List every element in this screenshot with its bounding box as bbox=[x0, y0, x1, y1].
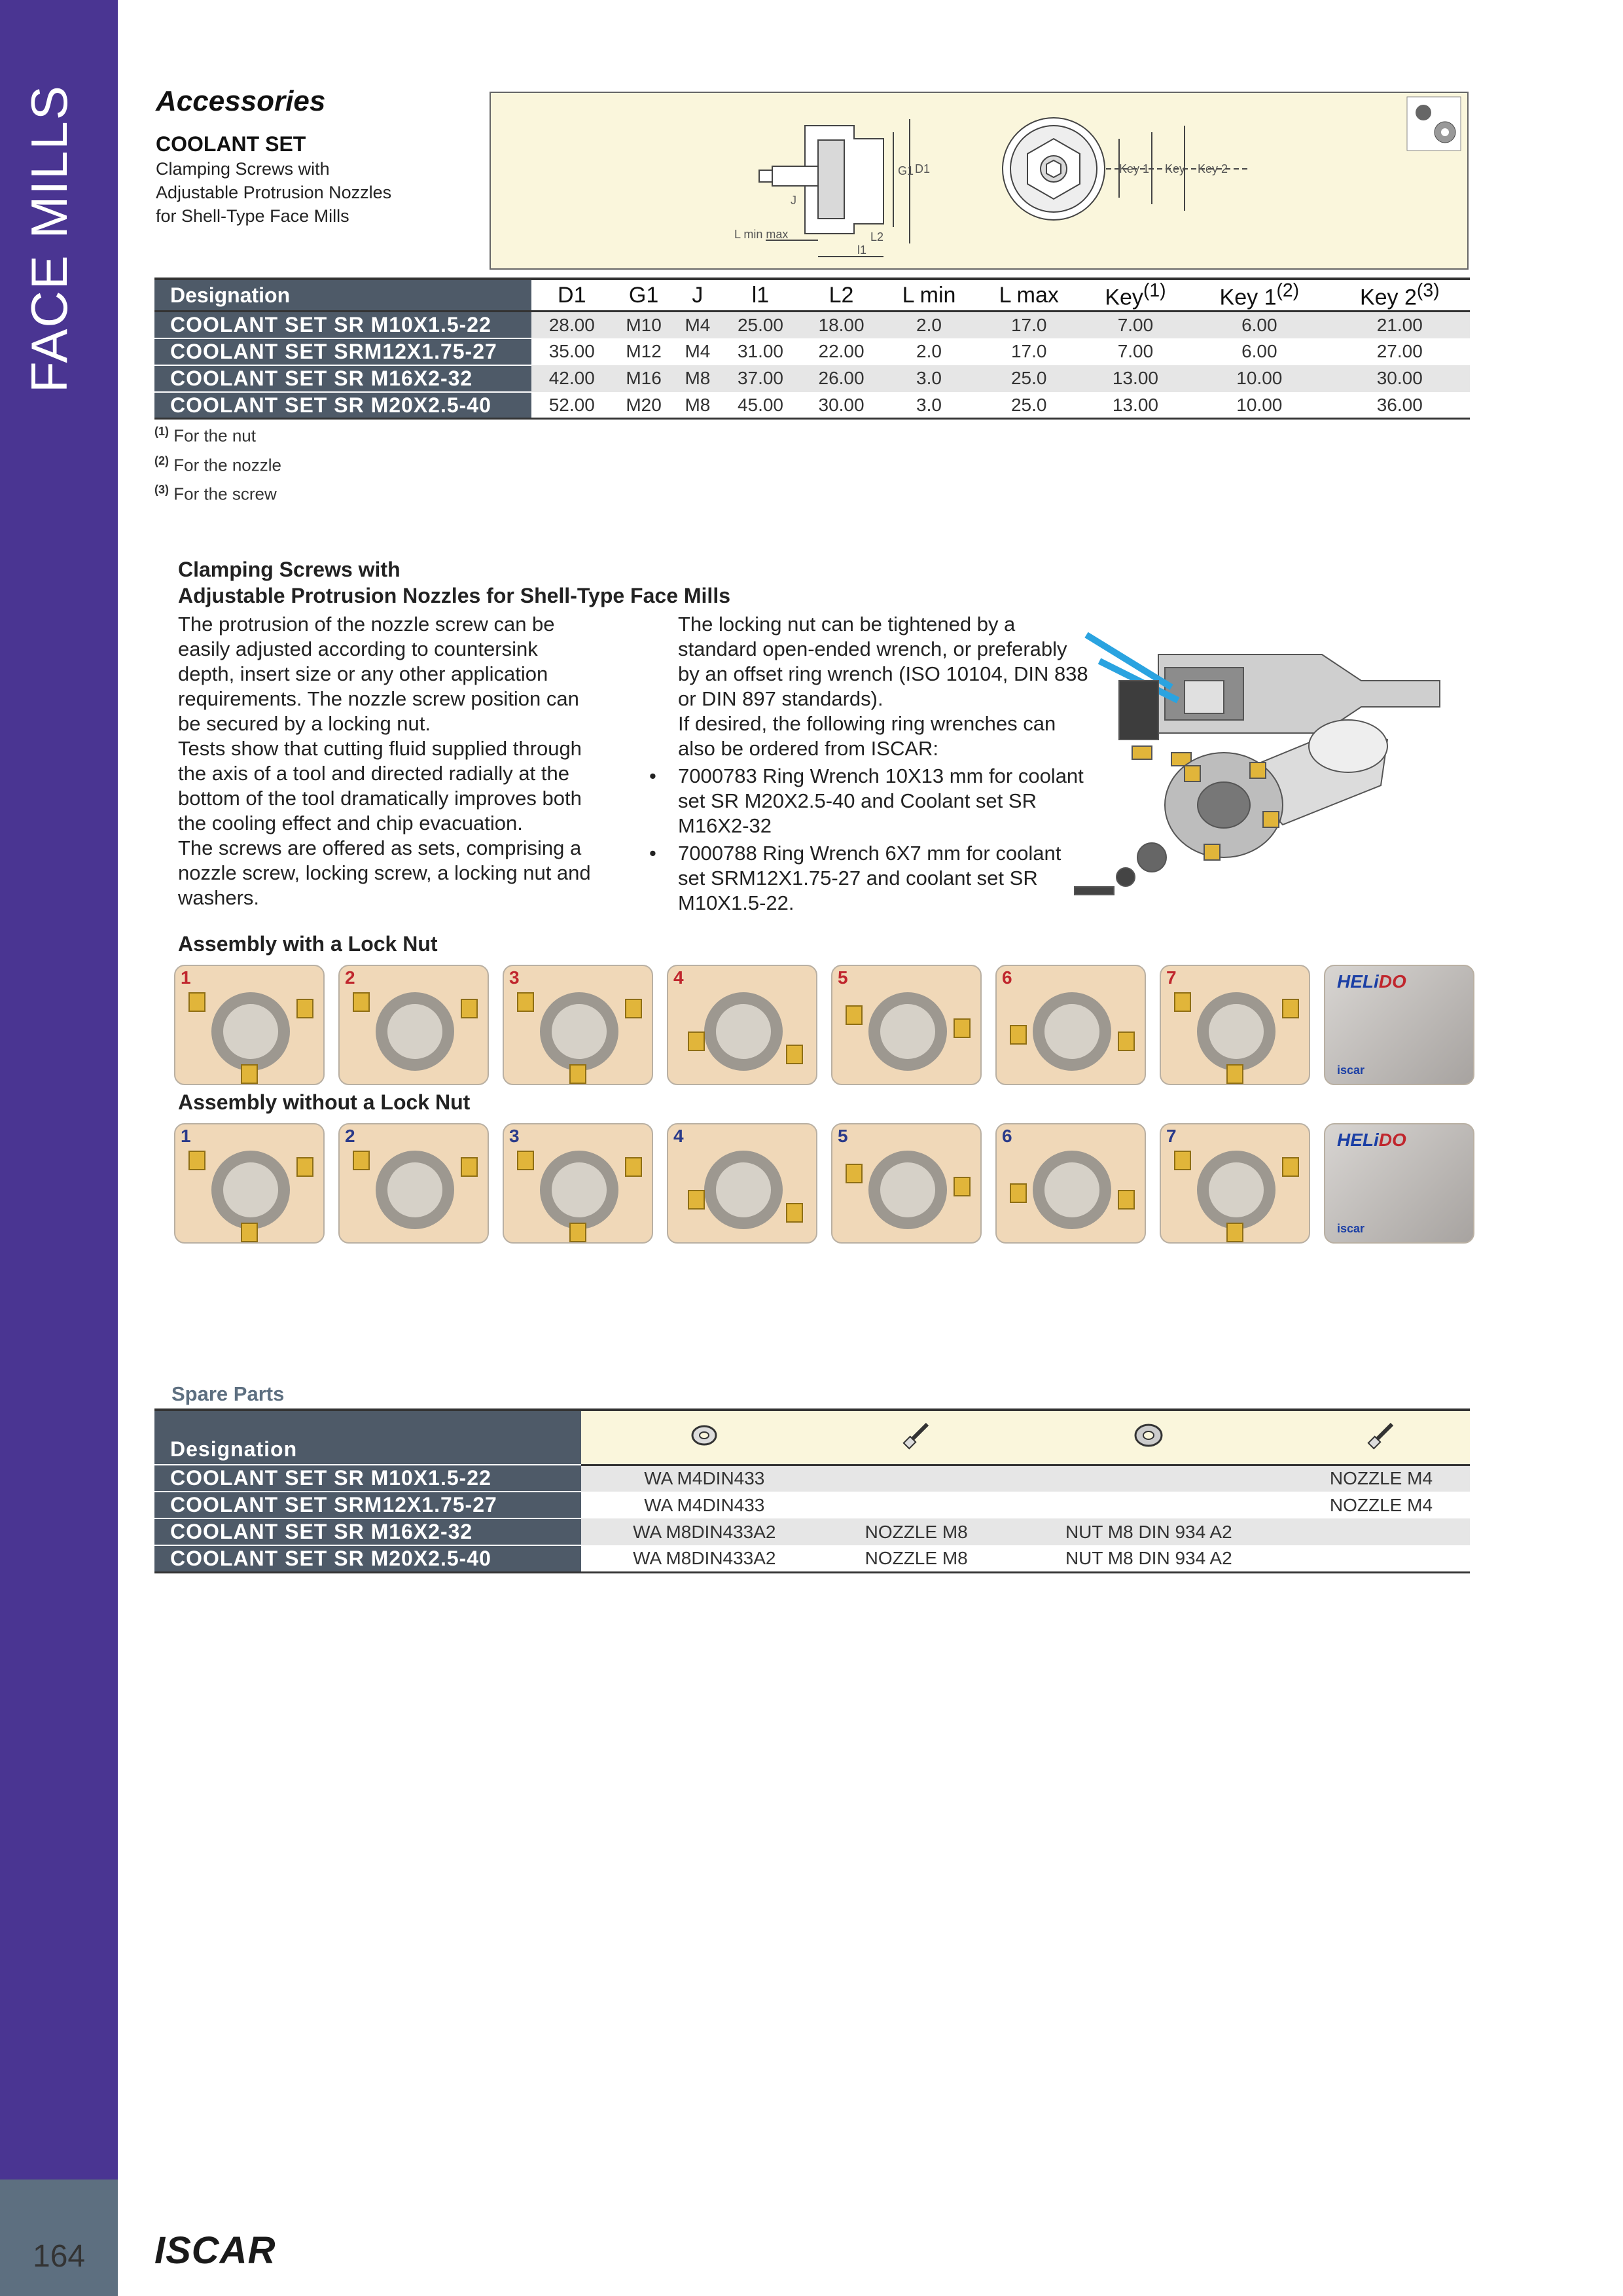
row-designation: COOLANT SET SR M16X2-32 bbox=[154, 365, 531, 392]
step-number: 5 bbox=[838, 1126, 848, 1146]
body-title-line: Adjustable Protrusion Nozzles for Shell-Type Face Mills bbox=[178, 584, 730, 607]
step-number: 1 bbox=[181, 1126, 191, 1146]
cell-l1: 25.00 bbox=[720, 312, 801, 338]
cell-l2: 30.00 bbox=[801, 392, 882, 419]
cell-screw bbox=[828, 1492, 1005, 1518]
text-line: the axis of a tool and directed radially at the bbox=[178, 762, 569, 785]
diagram-label-l2: L2 bbox=[870, 230, 884, 243]
text-line: be secured by a locking nut. bbox=[178, 712, 431, 735]
cell-key-screw: 27.00 bbox=[1330, 338, 1470, 365]
row-designation: COOLANT SET SRM12X1.75-27 bbox=[154, 1492, 581, 1518]
helido-logo-image bbox=[1324, 965, 1474, 1085]
cell-nozzle: NOZZLE M4 bbox=[1293, 1465, 1470, 1492]
cell-l2: 22.00 bbox=[801, 338, 882, 365]
assembly-step-image bbox=[338, 965, 489, 1085]
assembly-step-image bbox=[503, 965, 653, 1085]
assembly-step-image bbox=[995, 965, 1146, 1085]
nozzle-screw-icon bbox=[828, 1410, 1005, 1465]
row-designation: COOLANT SET SRM12X1.75-27 bbox=[154, 338, 531, 365]
text-line: or DIN 897 standards). bbox=[678, 687, 883, 710]
diagram-label-lminmax: L min max bbox=[734, 228, 789, 241]
assembly-step-image bbox=[831, 1123, 982, 1244]
cell-nut bbox=[1005, 1465, 1293, 1492]
cell-lmax: 25.0 bbox=[976, 392, 1082, 419]
cell-j: M8 bbox=[675, 392, 721, 419]
assembly-without-nut-label: Assembly without a Lock Nut bbox=[178, 1090, 471, 1114]
col-l2: L2 bbox=[801, 279, 882, 312]
nut-icon bbox=[1005, 1410, 1293, 1465]
cell-d1: 28.00 bbox=[531, 312, 613, 338]
footnote: $^{(2)}$ For the nozzle bbox=[154, 454, 281, 475]
step-number: 6 bbox=[1002, 1126, 1012, 1146]
helido-logo-image bbox=[1324, 1123, 1474, 1244]
assembly-step-image bbox=[174, 1123, 325, 1244]
cell-lmin: 2.0 bbox=[882, 338, 976, 365]
cell-washer: WA M8DIN433A2 bbox=[581, 1545, 828, 1572]
cell-screw bbox=[828, 1465, 1005, 1492]
diagram-label-j: J bbox=[791, 194, 796, 207]
nozzle-icon bbox=[1293, 1410, 1470, 1465]
assembly-step-image bbox=[174, 965, 325, 1085]
col-g1: G1 bbox=[613, 279, 675, 312]
washer-icon bbox=[581, 1410, 828, 1465]
diagram-label-key: Key bbox=[1165, 162, 1186, 175]
step-number: 7 bbox=[1166, 967, 1177, 988]
cell-washer: WA M8DIN433A2 bbox=[581, 1518, 828, 1545]
list-item: • 7000788 Ring Wrench 6X7 mm for coolant set SRM12X1.75-27 and coolant set SR M10X1.5-22. bbox=[678, 841, 1123, 916]
step-number: 4 bbox=[673, 1126, 684, 1146]
cell-nozzle bbox=[1293, 1545, 1470, 1572]
cell-key-screw: 36.00 bbox=[1330, 392, 1470, 419]
step-number: 6 bbox=[1002, 967, 1012, 988]
cell-j: M4 bbox=[675, 312, 721, 338]
footnote: $^{(1)}$ For the nut bbox=[154, 425, 256, 446]
cell-nut: NUT M8 DIN 934 A2 bbox=[1005, 1545, 1293, 1572]
spec-table-header-row bbox=[154, 279, 1470, 312]
cell-screw: NOZZLE M8 bbox=[828, 1545, 1005, 1572]
cell-key-nozzle: 6.00 bbox=[1189, 312, 1329, 338]
col-designation: Designation bbox=[154, 1410, 581, 1465]
assembly-step-image bbox=[995, 1123, 1146, 1244]
cell-key-nut: 7.00 bbox=[1082, 338, 1189, 365]
cell-l1: 31.00 bbox=[720, 338, 801, 365]
table-row bbox=[154, 1465, 1470, 1492]
row-designation: COOLANT SET SR M20X2.5-40 bbox=[154, 392, 531, 419]
helido-logo: HELiDO bbox=[1337, 971, 1406, 992]
product-thumbnail bbox=[1407, 97, 1461, 151]
cell-lmax: 25.0 bbox=[976, 365, 1082, 392]
side-band-title: FACE MILLS bbox=[20, 84, 78, 393]
text-line: washers. bbox=[178, 886, 260, 909]
row-designation: COOLANT SET SR M10X1.5-22 bbox=[154, 1465, 581, 1492]
step-number: 1 bbox=[181, 967, 191, 988]
step-number: 7 bbox=[1166, 1126, 1177, 1146]
step-number: 2 bbox=[345, 967, 355, 988]
assembly-step-image bbox=[1160, 965, 1310, 1085]
cell-d1: 52.00 bbox=[531, 392, 613, 419]
assembly-step-image bbox=[667, 1123, 817, 1244]
table-row bbox=[154, 365, 1470, 392]
cell-d1: 42.00 bbox=[531, 365, 613, 392]
list-item: • 7000783 Ring Wrench 10X13 mm for coolant set SR M20X2.5-40 and Coolant set SR M16X2-32 bbox=[678, 764, 1123, 838]
tool-illustration bbox=[1073, 628, 1479, 936]
body-title bbox=[178, 556, 730, 609]
product-desc-line: Clamping Screws with bbox=[156, 159, 330, 179]
diagram-label-key2: Key 2 bbox=[1198, 162, 1228, 175]
page-number: 164 bbox=[33, 2239, 86, 2274]
col-d1: D1 bbox=[531, 279, 613, 312]
cell-lmax: 17.0 bbox=[976, 312, 1082, 338]
footnote: $^{(3)}$ For the screw bbox=[154, 483, 277, 504]
cell-key-nozzle: 10.00 bbox=[1189, 365, 1329, 392]
text-line: by an offset ring wrench (ISO 10104, DIN 838 bbox=[678, 662, 1088, 685]
cell-l2: 26.00 bbox=[801, 365, 882, 392]
cell-screw: NOZZLE M8 bbox=[828, 1518, 1005, 1545]
step-number: 3 bbox=[509, 1126, 520, 1146]
assembly-step-image bbox=[831, 965, 982, 1085]
text-line: Tests show that cutting fluid supplied through bbox=[178, 737, 582, 760]
cell-g1: M16 bbox=[613, 365, 675, 392]
cell-g1: M20 bbox=[613, 392, 675, 419]
table-row bbox=[154, 1545, 1470, 1572]
diagram-label-key1: Key 1 bbox=[1119, 162, 1150, 175]
wrench-list bbox=[678, 764, 1123, 916]
cell-d1: 35.00 bbox=[531, 338, 613, 365]
col-lmax: L max bbox=[976, 279, 1082, 312]
table-row bbox=[154, 312, 1470, 338]
step-number: 3 bbox=[509, 967, 520, 988]
assembly-step-image bbox=[667, 965, 817, 1085]
table-row bbox=[154, 392, 1470, 419]
row-designation: COOLANT SET SR M16X2-32 bbox=[154, 1518, 581, 1545]
step-number: 4 bbox=[673, 967, 684, 988]
table-row bbox=[154, 1492, 1470, 1518]
cell-washer: WA M4DIN433 bbox=[581, 1465, 828, 1492]
cell-key-screw: 30.00 bbox=[1330, 365, 1470, 392]
col-key-screw: Key 2$^{(3)}$ bbox=[1330, 279, 1470, 312]
section-title: Accessories bbox=[156, 85, 326, 117]
cell-lmin: 3.0 bbox=[882, 392, 976, 419]
product-title: COOLANT SET bbox=[156, 132, 306, 156]
cell-washer: WA M4DIN433 bbox=[581, 1492, 828, 1518]
text-line: standard open-ended wrench, or preferably bbox=[678, 637, 1067, 660]
cell-key-nozzle: 10.00 bbox=[1189, 392, 1329, 419]
side-band bbox=[0, 0, 118, 2179]
body-left-column bbox=[178, 612, 636, 910]
col-designation: Designation bbox=[154, 279, 531, 312]
cell-nozzle: NOZZLE M4 bbox=[1293, 1492, 1470, 1518]
cell-key-nut: 13.00 bbox=[1082, 365, 1189, 392]
cell-key-nozzle: 6.00 bbox=[1189, 338, 1329, 365]
spare-parts-label: Spare Parts bbox=[171, 1382, 285, 1405]
cell-key-nut: 13.00 bbox=[1082, 392, 1189, 419]
assembly-step-image bbox=[503, 1123, 653, 1244]
diagram-label-l1: l1 bbox=[857, 243, 867, 257]
iscar-logo: iscar bbox=[1337, 1064, 1365, 1077]
cell-lmax: 17.0 bbox=[976, 338, 1082, 365]
row-designation: COOLANT SET SR M20X2.5-40 bbox=[154, 1545, 581, 1572]
product-desc-line: for Shell-Type Face Mills bbox=[156, 206, 349, 226]
step-number: 5 bbox=[838, 967, 848, 988]
col-lmin: L min bbox=[882, 279, 976, 312]
page-number-box bbox=[0, 2179, 118, 2296]
cell-lmin: 3.0 bbox=[882, 365, 976, 392]
spare-parts-header-row bbox=[154, 1410, 1470, 1465]
cell-lmin: 2.0 bbox=[882, 312, 976, 338]
footnotes bbox=[154, 419, 281, 507]
cell-key-nut: 7.00 bbox=[1082, 312, 1189, 338]
text-line: bottom of the tool dramatically improves both bbox=[178, 787, 582, 810]
cell-g1: M12 bbox=[613, 338, 675, 365]
technical-diagram bbox=[490, 92, 1469, 270]
spare-parts-table bbox=[154, 1408, 1470, 1573]
text-line: the cooling effect and chip evacuation. bbox=[178, 812, 523, 834]
diagram-drawing bbox=[491, 93, 1467, 268]
cell-nut: NUT M8 DIN 934 A2 bbox=[1005, 1518, 1293, 1545]
col-j: J bbox=[675, 279, 721, 312]
diagram-label-g1: G1 bbox=[898, 164, 914, 177]
helido-logo: HELiDO bbox=[1337, 1130, 1406, 1150]
table-row bbox=[154, 1518, 1470, 1545]
cell-l2: 18.00 bbox=[801, 312, 882, 338]
text-line: The protrusion of the nozzle screw can be bbox=[178, 613, 555, 636]
col-key-nozzle: Key 1$^{(2)}$ bbox=[1189, 279, 1329, 312]
iscar-logo: iscar bbox=[1337, 1222, 1365, 1235]
text-line: nozzle screw, locking screw, a locking nut and bbox=[178, 861, 591, 884]
body-right-column bbox=[678, 612, 1123, 916]
text-line: The locking nut can be tightened by a bbox=[678, 613, 1016, 636]
diagram-label-d1: D1 bbox=[915, 162, 931, 175]
cell-l1: 45.00 bbox=[720, 392, 801, 419]
assembly-with-nut-label: Assembly with a Lock Nut bbox=[178, 932, 438, 956]
brand-logo: ISCAR bbox=[154, 2229, 276, 2272]
text-line: If desired, the following ring wrenches can bbox=[678, 712, 1056, 735]
row-designation: COOLANT SET SR M10X1.5-22 bbox=[154, 312, 531, 338]
product-description bbox=[156, 157, 457, 228]
cell-j: M8 bbox=[675, 365, 721, 392]
col-l1: l1 bbox=[720, 279, 801, 312]
step-number: 2 bbox=[345, 1126, 355, 1146]
cell-j: M4 bbox=[675, 338, 721, 365]
text-line: easily adjusted according to countersink bbox=[178, 637, 538, 660]
table-row bbox=[154, 338, 1470, 365]
col-key-nut: Key$^{(1)}$ bbox=[1082, 279, 1189, 312]
cell-l1: 37.00 bbox=[720, 365, 801, 392]
assembly-step-image bbox=[338, 1123, 489, 1244]
cell-nozzle bbox=[1293, 1518, 1470, 1545]
text-line: requirements. The nozzle screw position can bbox=[178, 687, 579, 710]
text-line: also be ordered from ISCAR: bbox=[678, 737, 939, 760]
cell-nut bbox=[1005, 1492, 1293, 1518]
text-line: depth, insert size or any other application bbox=[178, 662, 548, 685]
body-title-line: Clamping Screws with bbox=[178, 558, 401, 581]
text-line: The screws are offered as sets, comprising a bbox=[178, 836, 582, 859]
cell-g1: M10 bbox=[613, 312, 675, 338]
assembly-step-image bbox=[1160, 1123, 1310, 1244]
spec-table bbox=[154, 278, 1470, 420]
product-desc-line: Adjustable Protrusion Nozzles bbox=[156, 183, 392, 202]
cell-key-screw: 21.00 bbox=[1330, 312, 1470, 338]
